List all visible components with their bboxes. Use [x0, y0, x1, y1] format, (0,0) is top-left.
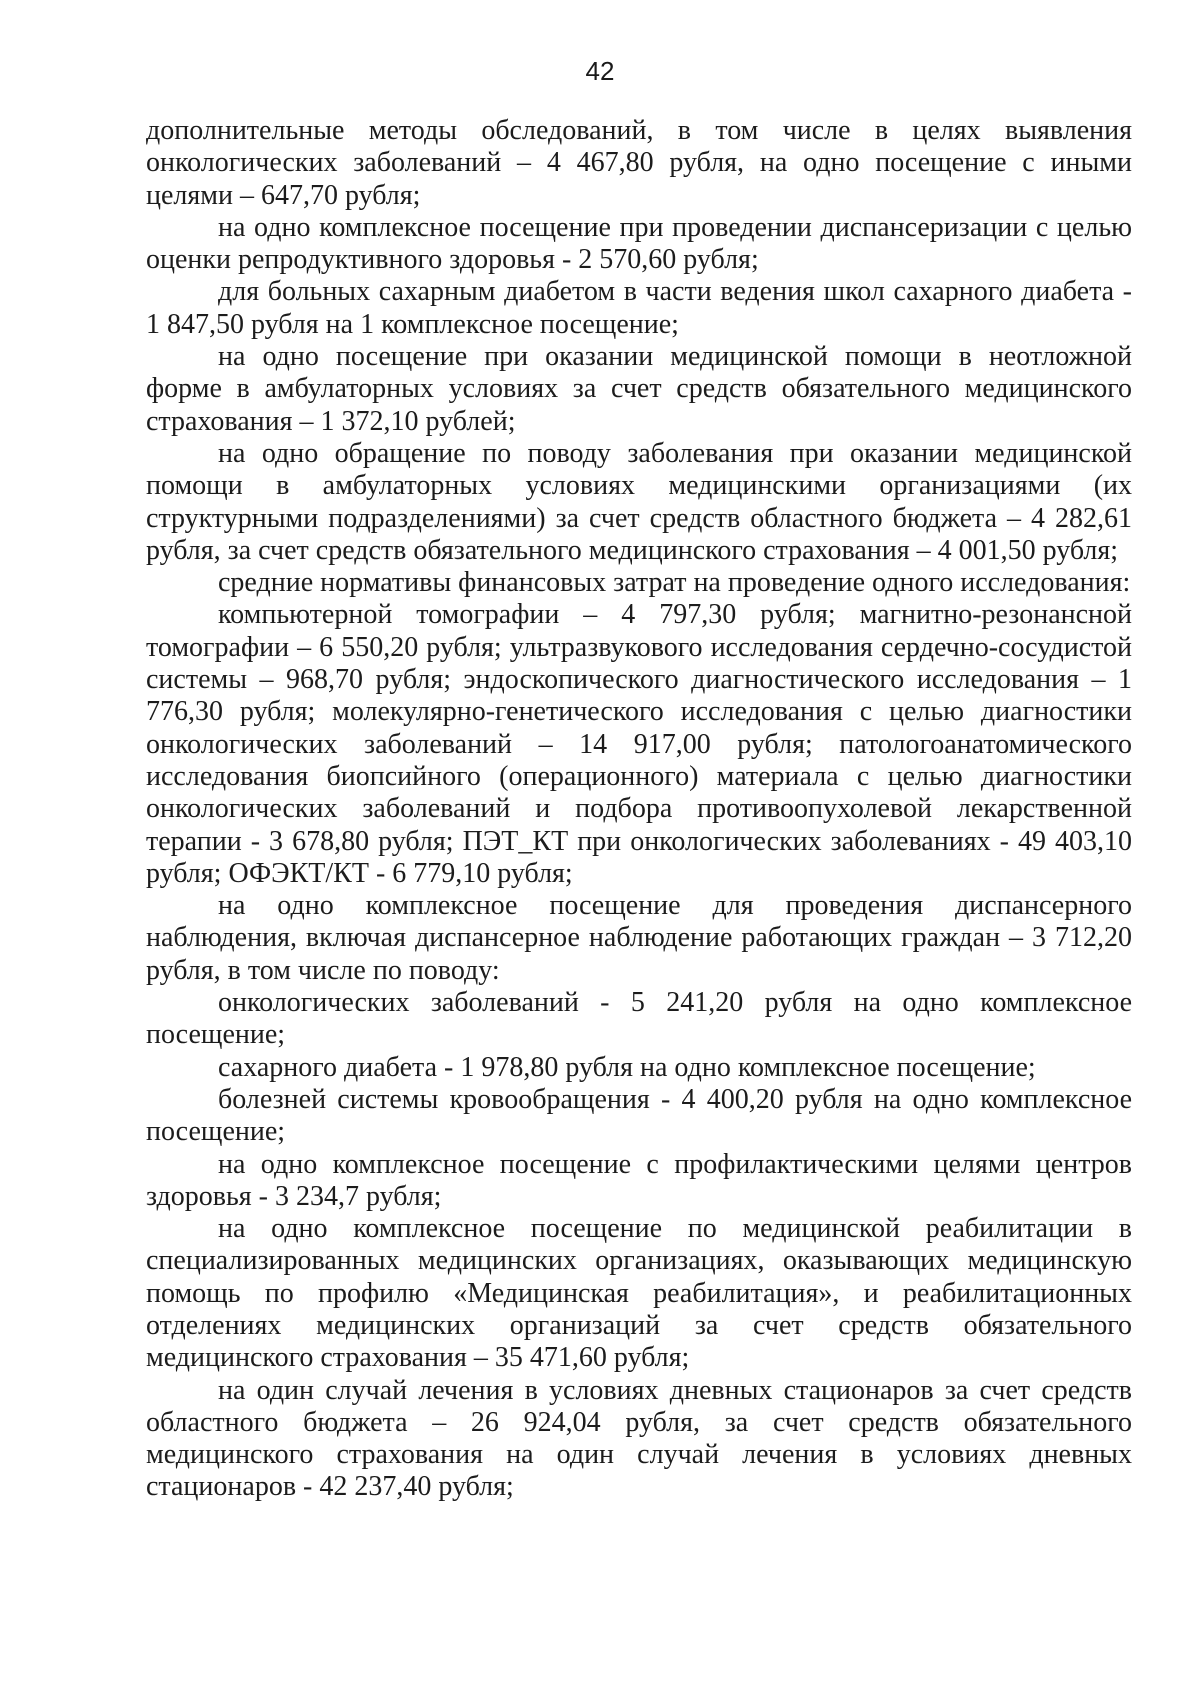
paragraph-diabetes-schools: для больных сахарным диабетом в части ведения школ сахарного диабета - 1 847,50 рубля на 1 комплексное посещение; — [146, 276, 1132, 340]
document-body — [146, 115, 1132, 1504]
paragraph-continued: дополнительные методы обследований, в том числе в целях выявления онкологических заболеваний – 4 467,80 рубля, на одно посещение с иными целями – 647,70 рубля; — [146, 115, 1132, 211]
paragraph-oncology: онкологических заболеваний - 5 241,20 рубля на одно комплексное посещение; — [146, 987, 1132, 1051]
paragraph-research-norms: средние нормативы финансовых затрат на проведение одного исследования: — [218, 567, 1131, 599]
page-number: 42 — [585, 56, 615, 86]
paragraph-diabetes: сахарного диабета - 1 978,80 рубля на одно комплексное посещение; — [218, 1051, 1036, 1083]
paragraph-health-centers: на одно комплексное посещение с профилактическими целями центров здоровья - 3 234,7 рубля; — [146, 1148, 1132, 1212]
paragraph-dispensary-observation: на одно комплексное посещение для проведения диспансерного наблюдения, включая диспансерное наблюдение работающих граждан – 3 712,20 рубля, в том числе по поводу: — [146, 890, 1132, 986]
paragraph-reproductive-health: на одно комплексное посещение при проведении диспансеризации с целью оценки репродуктивного здоровья - 2 570,60 рубля; — [146, 211, 1132, 276]
paragraph-urgent-care: на одно посещение при оказании медицинской помощи в неотложной форме в амбулаторных условиях за счет средств обязательного медицинского страхования – 1 372,10 рублей; — [146, 341, 1132, 437]
paragraph-day-hospital: на один случай лечения в условиях дневных стационаров за счет средств областного бюджета – 26 924,04 рубля, за счет средств обязательного медицинского страхования на один случай лечения в условиях дневных стационаров - 42 237,40 рубля; — [146, 1374, 1132, 1503]
paragraph-research-costs: компьютерной томографии – 4 797,30 рубля; магнитно-резонансной томографии – 6 550,20 рубля; ультразвукового исследования сердечно-сосудистой системы – 968,70 рубля; эндоскопического диагностического исследования – 1 776,30 рубля; молекулярно-генетического исследования с целью диагностики онкологических заболеваний – 14 917,00 рубля; патологоанатомического исследования биопсийного (операционного) материала с целью диагностики онкологических заболеваний и подбора противоопухолевой лекарственной терапии - 3 678,80 рубля; ПЭТ_КТ при онкологических заболеваниях - 49 403,10 рубля; ОФЭКТ/КТ - 6 779,10 рубля; — [146, 599, 1132, 889]
paragraph-rehabilitation: на одно комплексное посещение по медицинской реабилитации в специализированных медицинских организациях, оказывающих медицинскую помощь по профилю «Медицинская реабилитация», и реабилитационных отделениях медицинских организаций за счет средств обязательного медицинского страхования – 35 471,60 рубля; — [146, 1213, 1132, 1374]
paragraph-disease-appeal: на одно обращение по поводу заболевания при оказании медицинской помощи в амбулаторных условиях медицинскими организациями (их структурными подразделениями) за счет средств областного бюджета – 4 282,61 рубля, за счет средств обязательного медицинского страхования – 4 001,50 рубля; — [146, 437, 1132, 566]
paragraph-circulatory: болезней системы кровообращения - 4 400,20 рубля на одно комплексное посещение; — [146, 1083, 1132, 1148]
